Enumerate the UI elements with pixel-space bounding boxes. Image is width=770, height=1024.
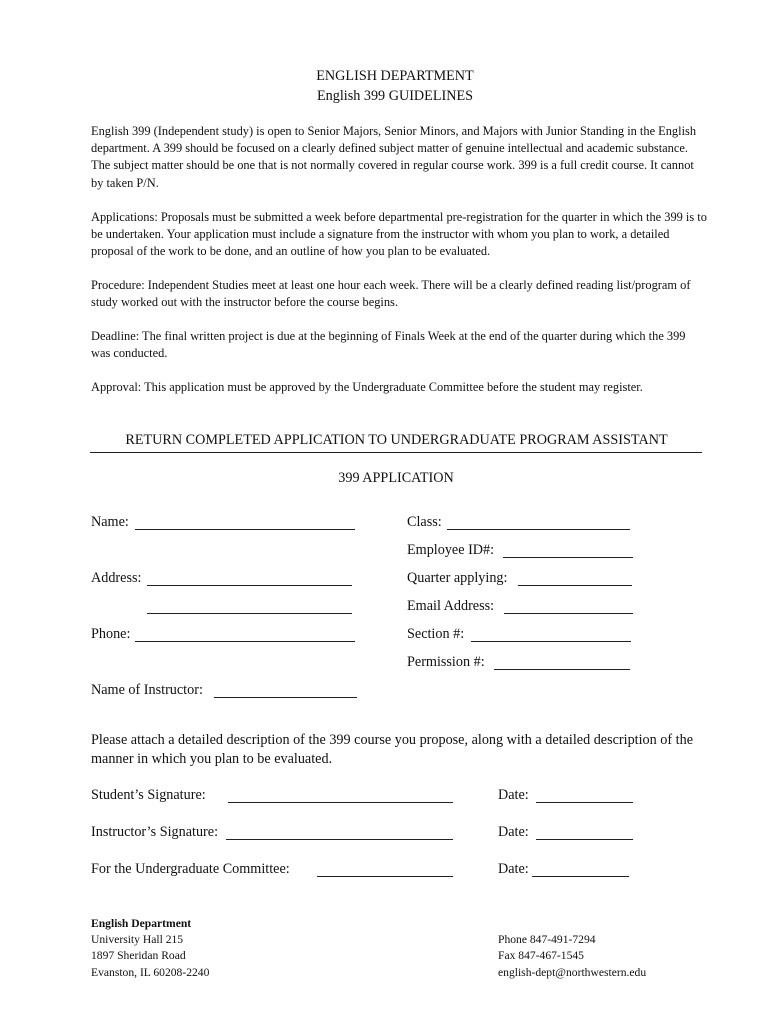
eligibility-paragraph: English 399 (Independent study) is open to Senior Majors, Senior Minors, and Majors with Junior Standing in the English department. A 399 should be focused on a clearly defined subject matter of genuine intellectual and academic substance. The subject matter should be one that is not normally covered in regular course work. 399 is a full credit course. It cannot by taken P/N. (91, 124, 697, 190)
student-signature-label: Student’s Signature: (91, 787, 206, 803)
address-field-line2[interactable] (147, 613, 352, 614)
name-field[interactable] (135, 529, 355, 530)
application-title: 399 APPLICATION (338, 470, 454, 486)
class-label: Class: (407, 514, 442, 530)
approval-paragraph: Approval: This application must be approved by the Undergraduate Committee before the student may register. (91, 380, 643, 394)
footer-phone: Phone 847-491-7294 (498, 933, 596, 946)
quarter-label: Quarter applying: (407, 570, 508, 586)
class-field[interactable] (447, 529, 630, 530)
committee-date-field[interactable] (532, 876, 629, 877)
footer-address-line: University Hall 215 (91, 933, 184, 946)
instructor-name-label: Name of Instructor: (91, 682, 203, 698)
student-date-label: Date: (498, 787, 529, 803)
instructor-signature-label: Instructor’s Signature: (91, 824, 219, 840)
attachment-instructions: Please attach a detailed description of the 399 course you propose, along with a detailed description of the manner in which you plan to be evaluated. (91, 732, 693, 767)
employee-id-field[interactable] (503, 557, 633, 558)
instructor-signature-field[interactable] (226, 839, 453, 840)
footer-address-line: Evanston, IL 60208-2240 (91, 966, 210, 979)
phone-label: Phone: (91, 626, 131, 642)
address-field-line1[interactable] (147, 585, 352, 586)
address-label: Address: (91, 570, 142, 586)
guidelines-title: English 399 GUIDELINES (316, 88, 474, 104)
footer-department: English Department (91, 917, 192, 930)
student-date-field[interactable] (536, 802, 633, 803)
section-label: Section #: (407, 626, 465, 642)
return-notice: RETURN COMPLETED APPLICATION TO UNDERGRADUATE PROGRAM ASSISTANT (125, 432, 668, 448)
phone-field[interactable] (135, 641, 355, 642)
quarter-field[interactable] (518, 585, 632, 586)
instructor-date-label: Date: (498, 824, 529, 840)
footer-fax: Fax 847-467-1545 (498, 949, 584, 962)
permission-label: Permission #: (407, 654, 485, 670)
email-field[interactable] (504, 613, 633, 614)
instructor-name-field[interactable] (214, 697, 357, 698)
committee-date-label: Date: (498, 861, 529, 877)
email-label: Email Address: (407, 598, 495, 614)
student-signature-field[interactable] (228, 802, 453, 803)
applications-paragraph: Applications: Proposals must be submitted a week before departmental pre-registration for the quarter in which the 399 is to be undertaken. Your application must include a signature from the instructor with whom you plan to work, a detailed proposal of the work to be done, and an outline of how you plan to be evaluated. (91, 210, 707, 259)
section-field[interactable] (471, 641, 631, 642)
section-divider (90, 452, 702, 453)
footer-email[interactable]: english-dept@northwestern.edu (498, 966, 647, 979)
procedure-paragraph: Procedure: Independent Studies meet at least one hour each week. There will be a clearly defined reading list/program of study worked out with the instructor before the course begins. (91, 278, 691, 310)
permission-field[interactable] (494, 669, 630, 670)
committee-signature-field[interactable] (317, 876, 453, 877)
employee-id-label: Employee ID#: (407, 542, 495, 558)
deadline-paragraph: Deadline: The final written project is due at the beginning of Finals Week at the end of the quarter during which the 399 was conducted. (91, 329, 686, 361)
instructor-date-field[interactable] (536, 839, 633, 840)
name-label: Name: (91, 514, 129, 530)
department-heading: ENGLISH DEPARTMENT (316, 68, 474, 84)
committee-signature-label: For the Undergraduate Committee: (91, 861, 290, 877)
footer-address-line: 1897 Sheridan Road (91, 949, 186, 962)
